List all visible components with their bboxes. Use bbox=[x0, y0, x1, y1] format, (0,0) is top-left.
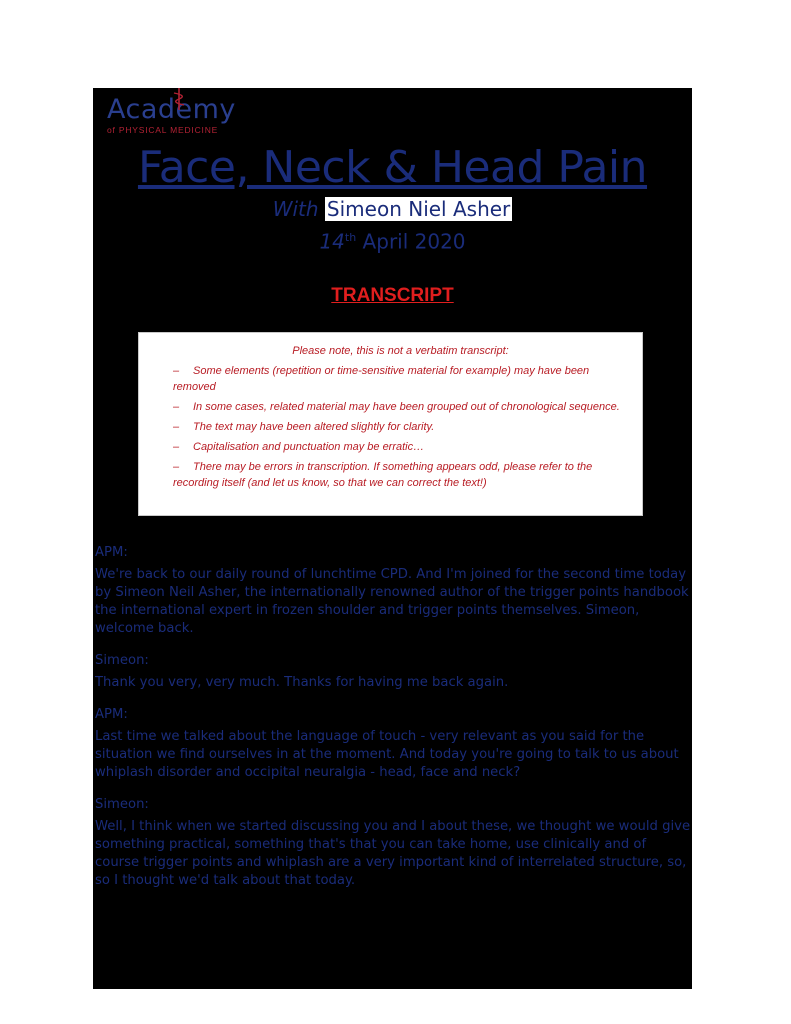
disclaimer-item bbox=[173, 419, 628, 435]
document-title: Face, Neck & Head Pain bbox=[137, 142, 648, 193]
date-suffix: th bbox=[344, 231, 357, 244]
disclaimer-item bbox=[173, 459, 628, 491]
with-label: With bbox=[272, 197, 319, 221]
disclaimer-text: In some cases, related material may have been grouped out of chronological sequence. bbox=[193, 401, 620, 413]
logo-subtitle: of PHYSICAL MEDICINE bbox=[107, 125, 219, 135]
dash-bullet: – bbox=[173, 365, 180, 377]
disclaimer-item bbox=[173, 363, 628, 395]
academy-logo bbox=[107, 94, 257, 134]
dialogue-paragraph: We're back to our daily round of lunchtime CPD. And I'm joined for the second time today by Simeon Neil Asher, the internationally renowned author of the trigger points handbook the international expert in frozen shoulder and trigger points themselves. Simeon, welcome back. bbox=[95, 567, 689, 636]
transcript-body bbox=[95, 544, 691, 904]
dialogue-paragraph: Well, I think when we started discussing you and I about these, we thought we would give something practical, something that's that you can take home, use clinically and of course trigger points and whiplash are a very important kind of interrelated structure, so, so I thought we'd talk about that today. bbox=[95, 819, 691, 888]
dialogue-paragraph: Thank you very, very much. Thanks for having me back again. bbox=[95, 675, 509, 690]
disclaimer-box bbox=[138, 332, 643, 516]
disclaimer-text: The text may have been altered slightly for clarity. bbox=[193, 421, 435, 433]
date-day: 14 bbox=[319, 229, 345, 254]
disclaimer-heading: Please note, this is not a verbatim transcript: bbox=[292, 345, 509, 357]
disclaimer-text: Capitalisation and punctuation may be erratic… bbox=[193, 441, 425, 453]
logo-wordmark: Academy bbox=[107, 94, 236, 125]
date-rest: April 2020 bbox=[356, 229, 466, 254]
dash-bullet: – bbox=[173, 401, 180, 413]
presenter-name: Simeon Niel Asher bbox=[326, 197, 511, 221]
document-page bbox=[93, 88, 692, 989]
disclaimer-text: Some elements (repetition or time-sensitive material for example) may have been removed bbox=[173, 365, 590, 393]
dialogue-paragraph: Last time we talked about the language of touch - very relevant as you said for the situation we find ourselves in at the moment. And today you're going to talk to us about whiplash disorder and occipital neuralgia - head, face and neck? bbox=[95, 729, 679, 780]
disclaimer-item bbox=[173, 399, 628, 415]
speaker-label: APM: bbox=[95, 545, 128, 560]
dash-bullet: – bbox=[173, 461, 180, 473]
transcript-heading: TRANSCRIPT bbox=[331, 285, 454, 306]
presenter-line bbox=[93, 196, 692, 222]
dash-bullet: – bbox=[173, 421, 180, 433]
speaker-label: APM: bbox=[95, 707, 128, 722]
speaker-label: Simeon: bbox=[95, 653, 149, 668]
speaker-label: Simeon: bbox=[95, 797, 149, 812]
session-date bbox=[93, 225, 692, 255]
caduceus-icon bbox=[170, 88, 188, 110]
dash-bullet: – bbox=[173, 441, 180, 453]
disclaimer-item bbox=[173, 439, 628, 455]
disclaimer-text: There may be errors in transcription. If something appears odd, please refer to the recording itself (and let us know, so that we can correct the text!) bbox=[173, 461, 593, 489]
